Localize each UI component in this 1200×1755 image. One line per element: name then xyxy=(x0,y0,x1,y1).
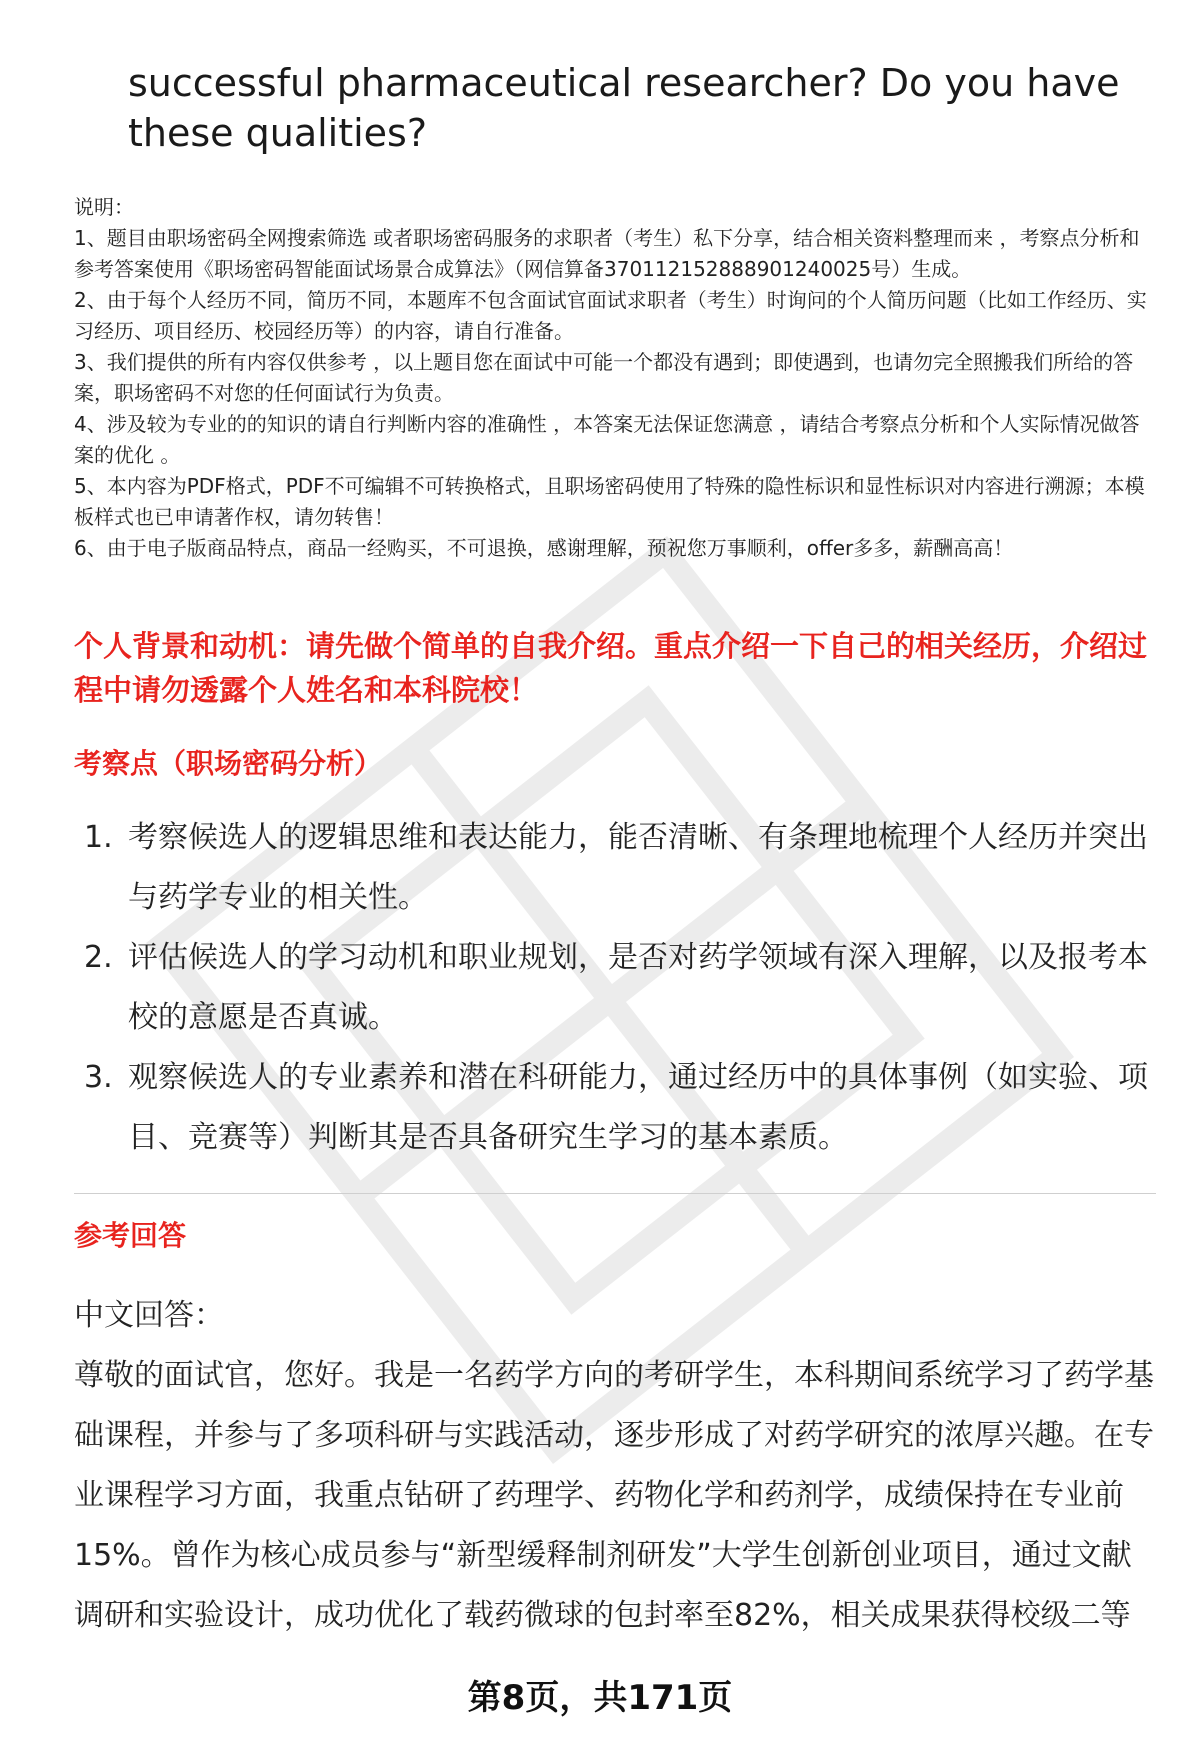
interview-question: 个人背景和动机：请先做个简单的自我介绍。重点介绍一下自己的相关经历，介绍过程中请勿透露个人姓名和本科院校！ xyxy=(74,629,1148,707)
point-number: 3. xyxy=(84,1060,113,1095)
analysis-title: 考察点（职场密码分析） xyxy=(74,747,383,780)
page-footer: 第8页，共171页 xyxy=(467,1678,733,1718)
note-item: 2、由于每个人经历不同，简历不同，本题库不包含面试官面试求职者（考生）时询问的个人简历问题（比如工作经历、实习经历、项目经历、校园经历等）的内容，请自行准备。 xyxy=(74,288,1147,343)
point-text: 观察候选人的专业素养和潜在科研能力，通过经历中的具体事例（如实验、项目、竞赛等）判断其是否具备研究生学习的基本素质。 xyxy=(128,1060,1148,1155)
analysis-point xyxy=(74,928,1154,1048)
section-divider xyxy=(74,1193,1156,1194)
analysis-point xyxy=(74,808,1154,928)
question-tail-text: successful pharmaceutical researcher? Do you have these qualities? xyxy=(128,61,1120,155)
answer-label: 中文回答： xyxy=(74,1298,224,1333)
note-item: 6、由于电子版商品特点，商品一经购买，不可退换，感谢理解，预祝您万事顺利，offer多多，薪酬高高！ xyxy=(74,536,1014,560)
point-number: 1. xyxy=(84,820,113,855)
analysis-points xyxy=(74,808,1154,1168)
reference-title: 参考回答 xyxy=(74,1219,187,1252)
note-item: 4、涉及较为专业的的知识的请自行判断内容的准确性 ，本答案无法保证您满意 ，请结合考察点分析和个人实际情况做答案的优化 。 xyxy=(74,412,1140,467)
answer-text: 尊敬的面试官，您好。我是一名药学方向的考研学生，本科期间系统学习了药学基础课程，并参与了多项科研与实践活动，逐步形成了对药学研究的浓厚兴趣。在专业课程学习方面，我重点钻研了药理学、药物化学和药剂学，成绩保持在专业前15%。曾作为核心成员参与“新型缓释制剂研发”大学生创新创业项目，通过文献调研和实验设计，成功优化了载药微球的包封率至82%，相关成果获得校级二等 xyxy=(74,1358,1154,1633)
point-text: 评估候选人的学习动机和职业规划，是否对药学领域有深入理解，以及报考本校的意愿是否真诚。 xyxy=(128,940,1148,1035)
notes-title: 说明： xyxy=(74,195,134,219)
note-item: 1、题目由职场密码全网搜索筛选 或者职场密码服务的求职者（考生）私下分享，结合相关资料整理而来 ，考察点分析和参考答案使用《职场密码智能面试场景合成算法》（网信算备370112152888901240025号）生成。 xyxy=(74,226,1140,281)
point-text: 考察候选人的逻辑思维和表达能力，能否清晰、有条理地梳理个人经历并突出与药学专业的相关性。 xyxy=(128,820,1148,915)
note-item: 5、本内容为PDF格式，PDF不可编辑不可转换格式，且职场密码使用了特殊的隐性标识和显性标识对内容进行溯源；本模板样式也已申请著作权，请勿转售！ xyxy=(74,474,1145,529)
notes-block xyxy=(74,192,1154,564)
point-number: 2. xyxy=(84,940,113,975)
analysis-point xyxy=(74,1048,1154,1168)
note-item: 3、我们提供的所有内容仅供参考 ，以上题目您在面试中可能一个都没有遇到；即使遇到，也请勿完全照搬我们所给的答案，职场密码不对您的任何面试行为负责。 xyxy=(74,350,1134,405)
